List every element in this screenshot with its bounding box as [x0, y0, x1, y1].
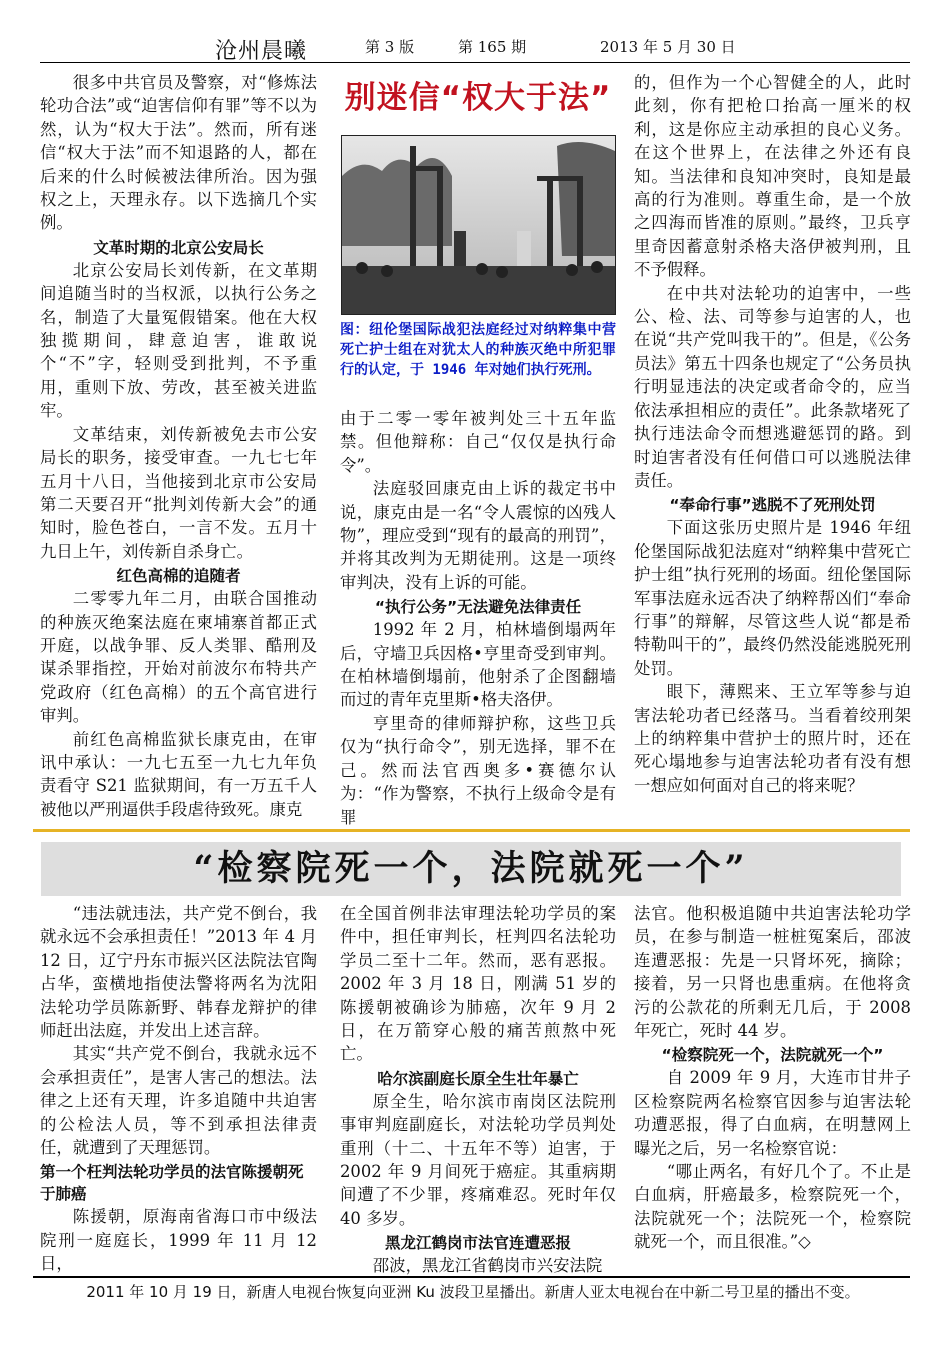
newspaper-name: 沧州晨曦	[215, 39, 308, 64]
footer-rule	[33, 1276, 910, 1278]
paragraph: 自 2009 年 9 月，大连市甘井子区检察院两名检察官因参与迫害法轮功遭恶报，得了白血病，在明慧网上曝光之后，另一名检察官说：	[634, 1068, 911, 1158]
section-heading: 黑龙江鹤岗市法官连遭恶报	[384, 1234, 571, 1253]
article1-column-1	[40, 71, 317, 821]
section-heading: 哈尔滨副庭长原全生壮年暴亡	[377, 1069, 579, 1088]
article2-column-3	[634, 902, 911, 1254]
paragraph: 北京公安局长刘传新，在文革期间追随当时的当权派，以执行公务之名，制造了大量冤假错案。他在大权独揽期间，肆意迫害，谁敢说个“不”字，轻则受到批判，不予重用，重则下放、劳改，甚至被关进监牢。	[40, 260, 317, 421]
article1-column-2	[340, 407, 616, 829]
paragraph: 在中共对法轮功的迫害中，一些公、检、法、司等参与迫害的人，也在说“共产党叫我干的”。但是，《公务员法》第五十四条也规定了“公务员执行明显违法的决定或者命令的，应当依法承担相应的责任”。此条款堵死了执行违法命令而想逃避惩罚的路。到时迫害者没有任何借口可以逃脱法律责任。	[634, 283, 911, 490]
photo-caption: 图：纽伦堡国际战犯法庭经过对纳粹集中营死亡护士组在对犹太人的种族灭绝中所犯罪行的认定，于 1946 年对她们执行死刑。	[340, 322, 616, 378]
paragraph: 在全国首例非法审理法轮功学员的案件中，担任审判长，枉判四名法轮功学员二至十二年。然而，恶有恶报。2002 年 3 月 18 日，刚满 51 岁的陈援朝被确诊为肺癌，次年 9 月 2 日，在万箭穿心般的痛苦煎熬中死亡。	[340, 904, 616, 1064]
paragraph: 亨里奇的律师辩护称，这些卫兵仅为“执行命令”，别无选择，罪不在己。然而法官西奥多•赛德尔认为：“作为警察，不执行上级命令是有罪	[340, 713, 616, 827]
paragraph: “哪止两名，有好几个了。不止是白血病，肝癌最多，检察院死一个，法院就死一个；法院死一个，检察院就死一个，而且很准。”◇	[634, 1162, 911, 1252]
footer-notice: 2011 年 10 月 19 日，新唐人电视台恢复向亚洲 Ku 波段卫星播出。新唐人亚太电视台在中新二号卫星的播出不变。	[86, 1283, 860, 1301]
paragraph: 其实“共产党不倒台，我就永远不会承担责任”，是害人害己的想法。法律之上还有天理，许多追随中共迫害的公检法人员，等不到承担法律责任，就遭到了天理惩罚。	[40, 1044, 317, 1158]
paragraph: 法庭驳回康克由上诉的裁定书中说，康克由是一名“令人震惊的凶残人物”，理应受到“现有的最高的刑罚”，并将其改判为无期徒刑。这是一项终审判决，没有上诉的可能。	[340, 479, 616, 592]
paragraph: 原全生，哈尔滨市南岗区法院刑事审判庭副庭长，对法轮功学员判处重刑（十二、十五年不等）迫害，于 2002 年 9 月间死于癌症。其重病期间遭了不少罪，疼痛难忍。死时年仅 40 多岁。	[340, 1091, 616, 1228]
section-heading: “执行公务”无法避免法律责任	[374, 598, 582, 617]
section-heading: 文革时期的北京公安局长	[93, 238, 264, 257]
article2-banner	[41, 842, 901, 896]
paragraph: 陈援朝，原海南省海口市中级法院刑一庭庭长，1999 年 11 月 12 日，	[40, 1207, 317, 1274]
article1-title: 别迷信“权大于法”	[344, 80, 612, 116]
paragraph: 二零零九年二月，由联合国推动的种族灭绝案法庭在柬埔寨首都正式开庭，以战争罪、反人类罪、酷刑及谋杀罪指控，开始对前波尔布特共产党政府（红色高棉）的五个高官进行审判。	[40, 589, 317, 726]
article2-column-2	[340, 902, 616, 1278]
paragraph: “违法就违法，共产党不倒台，我就永远不会承担责任！”2013 年 4 月 12 日，辽宁丹东市振兴区法院法官陶占华，蛮横地指使法警将两名为沈阳法轮功学员陈新野、韩春龙辩护的律师赶出法庭，并发出上述言辞。	[40, 904, 317, 1041]
paragraph: 眼下，薄熙来、王立军等参与迫害法轮功者已经落马。当看着绞刑架上的纳粹集中营护士的照片时，还在死心塌地参与迫害法轮功者有没有想一想应如何面对自己的将来呢？	[634, 682, 911, 795]
paragraph: 文革结束，刘传新被免去市公安局长的职务，接受审查。一九七七年五月十八日，当他接到北京市公安局第二天要召开“批判刘传新大会”的通知时，脸色苍白，一言不发。五月十九日上午，刘传新自杀身亡。	[40, 424, 317, 561]
paragraph: 由于二零一零年被判处三十五年监禁。但他辩称：自己“仅仅是执行命令”。	[340, 409, 616, 475]
paragraph: 法官。他积极追随中共迫害法轮功学员，在参与制造一桩桩冤案后，邵波连遭恶报：先是一只肾坏死，摘除；接着，另一只肾也患重病。在他将贪污的公款花的所剩无几后，于 2008 年死亡，死时 44 岁。	[634, 904, 911, 1041]
page-header	[40, 34, 910, 63]
article1-column-3	[634, 71, 911, 797]
paragraph: 的，但作为一个心智健全的人，此时此刻，你有把枪口抬高一厘米的权利，这是你应主动承担的良心义务。在这个世界上，在法律之外还有良知。当法律和良知冲突时，良知是最高的行为准则。尊重生命，是一个放之四海而皆准的原则。”最终，卫兵亨里奇因蓄意射杀格夫洛伊被判刑，且不予假释。	[634, 73, 911, 280]
section-heading: “检察院死一个，法院就死一个”	[661, 1046, 884, 1065]
issue-label: 第 165 期	[458, 38, 527, 56]
paragraph: 很多中共官员及警察，对“修炼法轮功合法”或“迫害信仰有罪”等不以为然，认为“权大于法”。然而，所有迷信“权大于法”而不知退路的人，都在后来的什么时候被法律所治。因为强权之上，天理永存。以下选摘几个实例。	[40, 73, 317, 233]
execution-photo	[341, 135, 616, 315]
paragraph: 邵波，黑龙江省鹤岗市兴安法院	[372, 1256, 603, 1276]
paragraph: 前红色高棉监狱长康克由，在审讯中承认：一九七五至一九七九年负责看守 S21 监狱期间，有一万五千人被他以严刑逼供手段虐待致死。康克	[40, 729, 317, 819]
edition-label: 第 3 版	[365, 38, 415, 56]
paragraph: 1992 年 2 月，柏林墙倒塌两年后，守墙卫兵因格•亨里奇受到审判。在柏林墙倒塌前，他射杀了企图翻墙而过的青年克里斯•格夫洛伊。	[340, 620, 616, 710]
section-heading: 第一个枉判法轮功学员的法官陈援朝死于肺癌	[40, 1163, 304, 1204]
article2-column-1	[40, 902, 317, 1276]
section-divider	[33, 829, 910, 832]
date-label: 2013 年 5 月 30 日	[600, 38, 736, 56]
paragraph: 下面这张历史照片是 1946 年纽伦堡国际战犯法庭对“纳粹集中营死亡护士组”执行死刑的场面。纽伦堡国际军事法庭永远否决了纳粹帮凶们“奉命行事”的辩解，尽管这些人说“都是希特勒叫干的”，最终仍然没能逃脱死刑处罚。	[634, 518, 911, 678]
section-heading: “奉命行事”逃脱不了死刑处罚	[669, 496, 876, 515]
section-heading: 红色高棉的追随者	[116, 567, 241, 586]
article2-title: “检察院死一个，法院就死一个”	[193, 848, 749, 889]
